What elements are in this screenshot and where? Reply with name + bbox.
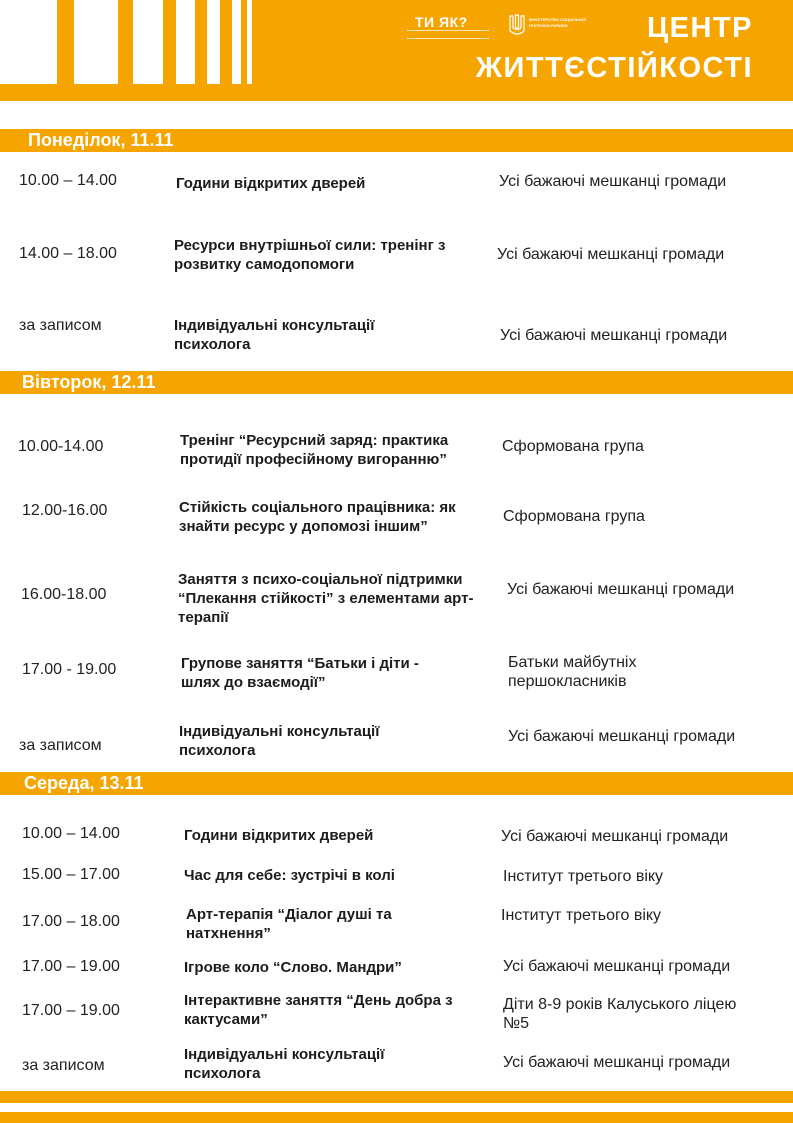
- time-slot: за записом: [19, 737, 102, 754]
- decor-stripe: [74, 0, 118, 84]
- audience-text: Діти 8-9 років Калуського ліцею №5: [503, 996, 737, 1032]
- ty-yak-logo-text: ТИ ЯК?: [415, 14, 468, 30]
- trident-icon: [509, 14, 525, 38]
- audience-text: Сформована група: [502, 438, 644, 455]
- activity-title: Арт-терапія “Діалог душі та натхнення”: [186, 906, 392, 942]
- activity-title: Індивідуальні консультації психолога: [174, 317, 375, 353]
- audience-text: Усі бажаючі мешканці громади: [497, 246, 725, 263]
- decor-stripe: [232, 0, 241, 84]
- activity-title: Заняття з психо-соціальної підтримки “Плекання стійкості” з елементами арт-терапії: [178, 571, 474, 626]
- center-title-line1: ЦЕНТР: [646, 12, 753, 44]
- time-slot: 15.00 – 17.00: [22, 866, 120, 883]
- activity-title: Стійкість соціального працівника: як знайти ресурс у допомозі іншим”: [179, 499, 456, 535]
- audience-text: Усі бажаючі мешканці громади: [503, 1054, 731, 1071]
- decor-stripe: [0, 0, 57, 84]
- time-slot: 17.00 - 19.00: [22, 661, 117, 678]
- time-slot: 17.00 – 19.00: [22, 958, 120, 975]
- activity-title: Ігрове коло “Слово. Мандри”: [184, 959, 402, 976]
- footer-bar: [0, 1112, 793, 1123]
- ty-yak-logo: [407, 14, 492, 44]
- time-slot: 10.00 – 14.00: [19, 172, 117, 189]
- time-slot: за записом: [19, 317, 102, 334]
- day-label-monday: Понеділок, 11.11: [28, 130, 174, 150]
- audience-text: Усі бажаючі мешканці громади: [500, 327, 728, 344]
- time-slot: 16.00-18.00: [21, 586, 107, 603]
- audience-text: Інститут третього віку: [503, 868, 664, 885]
- activity-title: Ресурси внутрішньої сили: тренінг з розвитку самодопомоги: [174, 237, 446, 273]
- time-slot: за записом: [22, 1057, 105, 1074]
- audience-text: Усі бажаючі мешканці громади: [501, 828, 729, 845]
- decor-stripe: [247, 0, 252, 84]
- audience-text: Усі бажаючі мешканці громади: [503, 958, 731, 975]
- day-label-wednesday: Середа, 13.11: [24, 773, 144, 793]
- footer-bar: [0, 1091, 793, 1103]
- time-slot: 14.00 – 18.00: [19, 245, 117, 262]
- ty-yak-logo-tagline: [407, 30, 489, 39]
- ministry-logo: [509, 14, 599, 44]
- activity-title: Час для себе: зустрічі в колі: [184, 867, 395, 884]
- activity-title: Години відкритих дверей: [176, 175, 366, 192]
- ministry-logo-text: МІНІСТЕРСТВО СОЦІАЛЬНОЇ ПОЛІТИКИ УКРАЇНИ: [529, 17, 586, 28]
- time-slot: 10.00 – 14.00: [22, 825, 120, 842]
- decor-stripe: [133, 0, 163, 84]
- activity-title: Тренінг “Ресурсний заряд: практика протидії професійному вигоранню”: [180, 432, 449, 468]
- audience-text: Усі бажаючі мешканці громади: [499, 173, 727, 190]
- activity-title: Години відкритих дверей: [184, 827, 374, 844]
- time-slot: 12.00-16.00: [22, 502, 108, 519]
- audience-text: Інститут третього віку: [501, 907, 662, 924]
- time-slot: 10.00-14.00: [18, 438, 104, 455]
- time-slot: 17.00 – 18.00: [22, 913, 120, 930]
- decor-stripe: [176, 0, 195, 84]
- activity-title: Інтерактивне заняття “День добра з кактусами”: [184, 992, 453, 1028]
- decor-stripe: [207, 0, 220, 84]
- audience-text: Сформована група: [503, 508, 645, 525]
- time-slot: 17.00 – 19.00: [22, 1002, 120, 1019]
- audience-text: Усі бажаючі мешканці громади: [507, 581, 735, 598]
- activity-title: Групове заняття “Батьки і діти - шлях до взаємодії”: [181, 655, 419, 691]
- audience-text: Батьки майбутніх першокласників: [508, 654, 637, 690]
- day-label-tuesday: Вівторок, 12.11: [22, 372, 156, 392]
- activity-title: Індивідуальні консультації психолога: [179, 723, 380, 759]
- center-title-line2: ЖИТТЄСТІЙКОСТІ: [475, 52, 753, 84]
- audience-text: Усі бажаючі мешканці громади: [508, 728, 736, 745]
- header-banner: [0, 0, 793, 101]
- activity-title: Індивідуальні консультації психолога: [184, 1046, 385, 1082]
